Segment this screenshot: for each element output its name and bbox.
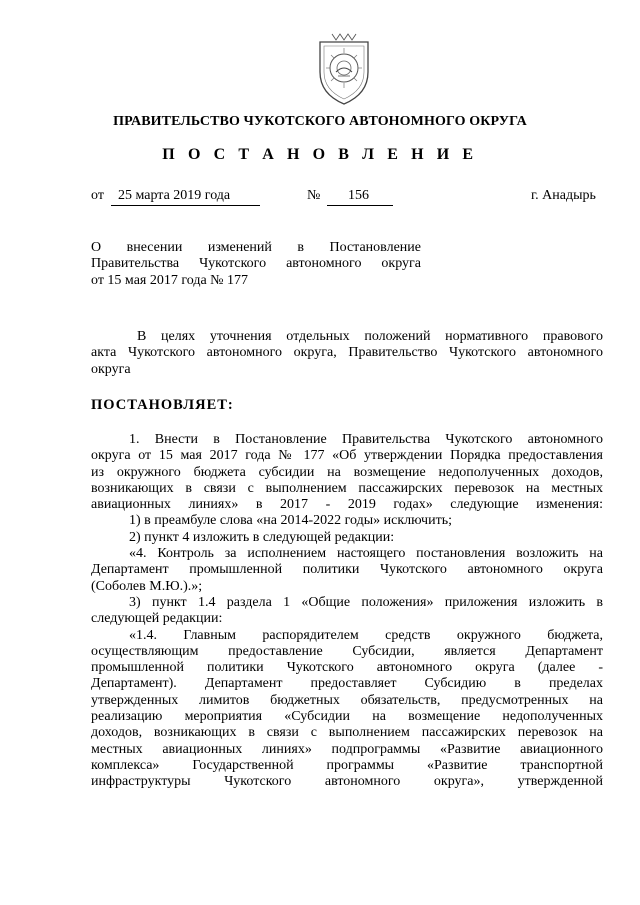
body-line: из окружного бюджета субсидии на возмещение недополученных доходов, bbox=[91, 464, 603, 480]
number-value: 156 bbox=[327, 188, 393, 206]
body-line: авиационных линиях» в 2017 - 2019 годах» следующие изменения: bbox=[91, 497, 603, 513]
date-field bbox=[111, 188, 260, 206]
coat-of-arms-emblem bbox=[312, 28, 376, 108]
body-line: 3) пункт 1.4 раздела 1 «Общие положения» приложения изложить в bbox=[129, 594, 603, 610]
date-number-line bbox=[0, 188, 640, 208]
document-body bbox=[91, 432, 603, 791]
resolves-heading: ПОСТАНОВЛЯЕТ: bbox=[91, 397, 234, 413]
body-line: инфраструктуры Чукотского автономного округа», утвержденной bbox=[91, 774, 603, 790]
preamble-line: округа bbox=[91, 361, 131, 377]
body-line: утвержденных лимитов бюджетных обязательств, предусмотренных на bbox=[91, 692, 603, 708]
body-line: следующей редакции: bbox=[91, 611, 223, 627]
body-line: Департамент). Департамент предоставляет Субсидию в пределах bbox=[91, 676, 603, 692]
document-title bbox=[91, 240, 421, 289]
preamble-line: В целях уточнения отдельных положений нормативного правового bbox=[137, 329, 603, 344]
body-line: (Соболев М.Ю.).»; bbox=[91, 578, 203, 594]
date-prefix: от bbox=[91, 188, 104, 203]
title-line: О внесении изменений в Постановление bbox=[91, 240, 421, 255]
title-line: от 15 мая 2017 года № 177 bbox=[91, 272, 249, 288]
body-line: комплекса» Государственной программы «Развитие транспортной bbox=[91, 757, 603, 773]
body-line: 1) в преамбуле слова «на 2014-2022 годы» исключить; bbox=[129, 513, 452, 529]
body-line: доходов, возникающих в связи с выполнением пассажирских перевозок на bbox=[91, 725, 603, 741]
document-type: П О С Т А Н О В Л Е Н И Е bbox=[162, 146, 478, 163]
government-name: ПРАВИТЕЛЬСТВО ЧУКОТСКОГО АВТОНОМНОГО ОКРУГА bbox=[113, 114, 527, 129]
preamble bbox=[91, 329, 603, 378]
body-line: «1.4. Главным распорядителем средств окружного бюджета, bbox=[129, 627, 603, 643]
body-line: реализацию мероприятия «Субсидии на возмещение недополученных bbox=[91, 709, 603, 725]
body-line: возникающих в связи с выполнением пассажирских перевозок на местных bbox=[91, 480, 603, 496]
date-value: 25 марта 2019 года bbox=[111, 188, 260, 206]
city: г. Анадырь bbox=[531, 188, 596, 203]
body-line: 2) пункт 4 изложить в следующей редакции: bbox=[129, 529, 395, 545]
body-line: округа от 15 мая 2017 года № 177 «Об утверждении Порядка предоставления bbox=[91, 448, 603, 464]
body-line: осуществляющим предоставление Субсидии, является Департамент bbox=[91, 643, 603, 659]
body-line: местных авиационных линиях» подпрограммы «Развитие авиационного bbox=[91, 741, 603, 757]
body-line: «4. Контроль за исполнением настоящего постановления возложить на bbox=[129, 546, 603, 562]
preamble-line: акта Чукотского автономного округа, Правительство Чукотского автономного bbox=[91, 345, 603, 361]
number-prefix: № bbox=[307, 188, 321, 203]
body-line: 1. Внести в Постановление Правительства Чукотского автономного bbox=[129, 432, 603, 447]
body-line: Департамент промышленной политики Чукотского автономного округа bbox=[91, 562, 603, 578]
title-line: Правительства Чукотского автономного округа bbox=[91, 256, 421, 272]
body-line: промышленной политики Чукотского автономного округа (далее - bbox=[91, 660, 603, 676]
number-field bbox=[327, 188, 393, 206]
